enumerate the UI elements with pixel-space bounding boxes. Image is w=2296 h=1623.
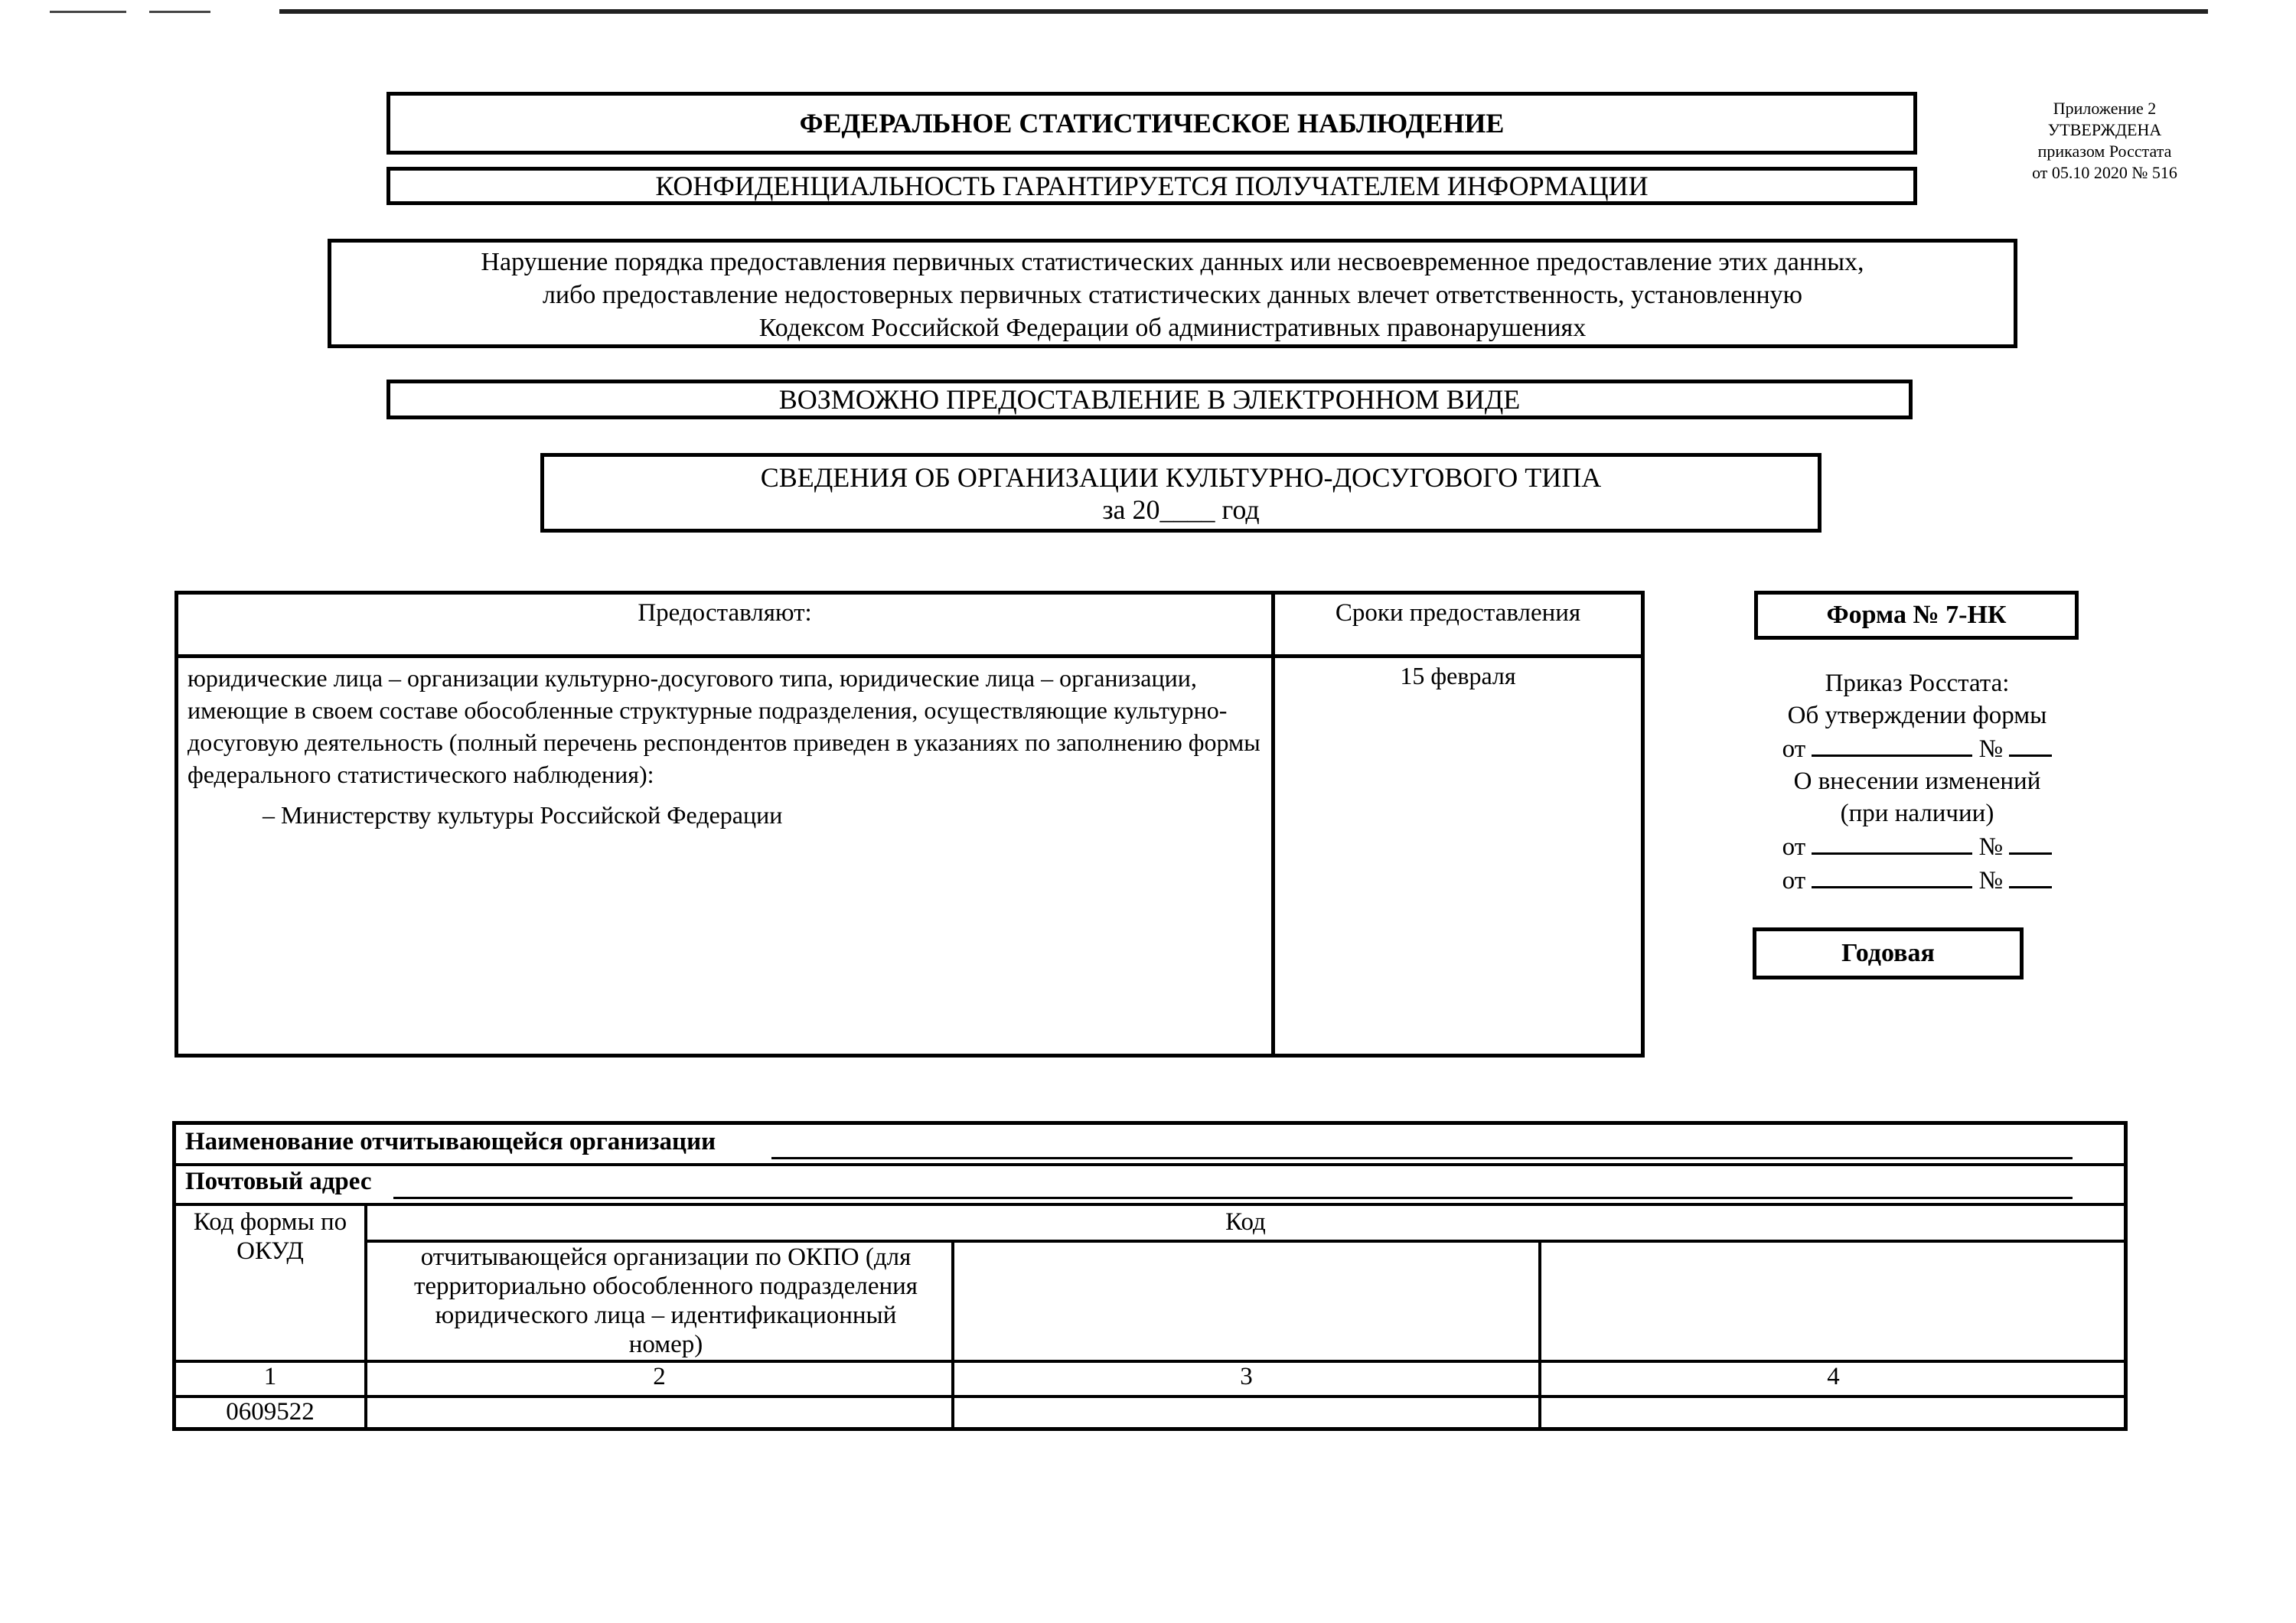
order-changes: О внесении изменений xyxy=(1793,768,2041,795)
number-blank[interactable] xyxy=(2009,829,2052,855)
organization-table xyxy=(172,1121,2128,1431)
rosstat-order-block xyxy=(1745,667,2089,897)
okpo-value-cell[interactable] xyxy=(367,1397,951,1428)
deadline-value: 15 февраля xyxy=(1400,662,1516,689)
form-title xyxy=(540,453,1821,533)
okud-header: Код формы по ОКУД xyxy=(193,1208,347,1265)
scan-mark xyxy=(50,11,126,13)
number-label: № xyxy=(1978,867,2004,895)
order-date-line xyxy=(1745,732,2089,765)
order-title: Приказ Росстата: xyxy=(1825,670,2010,697)
appendix-line: Приложение 2 xyxy=(2053,99,2157,118)
periodicity-box xyxy=(1753,927,2024,979)
number-blank[interactable] xyxy=(2009,732,2052,757)
date-blank[interactable] xyxy=(1812,829,1972,855)
org-name-input[interactable] xyxy=(771,1157,2073,1159)
column-number: 3 xyxy=(1240,1363,1253,1390)
warning-line: Нарушение порядка предоставления первичных статистических данных или несвоевременное предоставление этих данных, xyxy=(481,248,1864,276)
appendix-note xyxy=(1990,98,2219,184)
appendix-line: приказом Росстата xyxy=(2037,142,2172,161)
periodicity-text: Годовая xyxy=(1841,939,1935,967)
code-header: Код xyxy=(1225,1208,1266,1236)
date-blank[interactable] xyxy=(1812,863,1972,888)
appendix-line: от 05.10 2020 № 516 xyxy=(2032,163,2177,182)
from-label: от xyxy=(1782,735,1806,763)
respondents-text: юридические лица – организации культурно-досугового типа, юридические лица – организации, имеющие в своем составе обособленные структурные подразделения, осуществляющие культурно-досуговую деятельность (полный перечень респондентов приведен в указаниях по заполнению формы федерального статистического наблюдения): xyxy=(188,664,1261,788)
table-divider xyxy=(178,654,1641,658)
table-divider xyxy=(176,1203,2124,1206)
date-blank[interactable] xyxy=(1812,732,1972,757)
okud-value: 0609522 xyxy=(226,1398,315,1426)
number-label: № xyxy=(1978,735,2004,763)
from-label: от xyxy=(1782,867,1806,895)
code-3-value-cell[interactable] xyxy=(954,1397,1538,1428)
form-year: за 20____ год xyxy=(1102,494,1260,525)
respondents-table xyxy=(174,591,1645,1058)
warning-line: Кодексом Российской Федерации об административных правонарушениях xyxy=(758,314,1587,342)
from-label: от xyxy=(1782,833,1806,861)
confidentiality-text: КОНФИДЕНЦИАЛЬНОСТЬ ГАРАНТИРУЕТСЯ ПОЛУЧАТЕЛЕМ ИНФОРМАЦИИ xyxy=(655,171,1649,201)
confidentiality-header xyxy=(386,167,1917,205)
address-label: Почтовый адрес xyxy=(185,1168,372,1195)
form-number: Форма № 7-НК xyxy=(1826,601,2007,629)
form-number-box xyxy=(1754,591,2079,640)
column-number: 1 xyxy=(263,1363,277,1390)
appendix-line: УТВЕРЖДЕНА xyxy=(2047,120,2162,139)
order-date-line xyxy=(1745,829,2089,863)
scan-mark xyxy=(279,9,2208,14)
okpo-header: отчитывающейся организации по ОКПО (для территориально обособленного подразделения юридического лица – идентификационный номер) xyxy=(413,1243,918,1358)
order-if-any: (при наличии) xyxy=(1840,800,1994,827)
order-approval: Об утверждении формы xyxy=(1787,702,2047,729)
column-number: 4 xyxy=(1827,1363,1840,1390)
code-4-value-cell[interactable] xyxy=(1541,1397,2125,1428)
column-number: 2 xyxy=(653,1363,666,1390)
form-title-text: СВЕДЕНИЯ ОБ ОРГАНИЗАЦИИ КУЛЬТУРНО-ДОСУГОВОГО ТИПА xyxy=(760,462,1602,493)
org-name-label: Наименование отчитывающейся организации xyxy=(185,1128,716,1155)
address-input[interactable] xyxy=(393,1197,2073,1199)
number-blank[interactable] xyxy=(2009,863,2052,888)
recipient-text: – Министерству культуры Российской Федерации xyxy=(263,801,783,829)
table-divider xyxy=(176,1163,2124,1166)
electronic-text: ВОЗМОЖНО ПРЕДОСТАВЛЕНИЕ В ЭЛЕКТРОННОМ ВИДЕ xyxy=(778,384,1521,415)
deadline-header: Сроки предоставления xyxy=(1335,599,1581,627)
federal-observation-text: ФЕДЕРАЛЬНОЕ СТАТИСТИЧЕСКОЕ НАБЛЮДЕНИЕ xyxy=(799,108,1505,139)
respondents-header: Предоставляют: xyxy=(638,599,812,627)
warning-line: либо предоставление недостоверных первичных статистических данных влечет ответственность, установленную xyxy=(542,281,1803,309)
scan-mark xyxy=(149,11,210,13)
liability-warning xyxy=(328,239,2017,348)
electronic-submission-banner xyxy=(386,380,1913,419)
federal-observation-header xyxy=(386,92,1917,155)
number-label: № xyxy=(1978,833,2004,861)
order-date-line xyxy=(1745,863,2089,897)
